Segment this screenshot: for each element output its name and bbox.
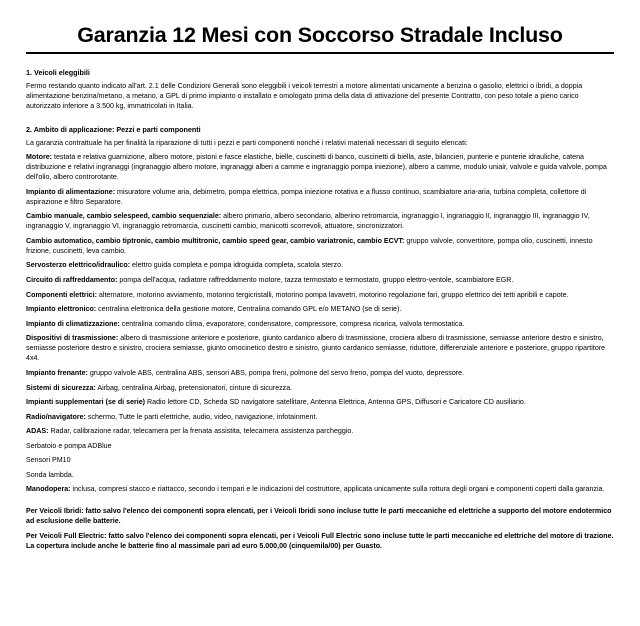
text-sistemi-sicurezza: Airbag, centralina Airbag, pretensionatori, cinture di sicurezza. xyxy=(95,383,293,392)
paragraph-alimentazione xyxy=(26,187,614,207)
paragraph-impianto-frenante xyxy=(26,368,614,378)
text-adas: Radar, calibrazione radar, telecamera per la frenata assistita, telecamera assistenza parcheggio. xyxy=(48,427,354,436)
paragraph-raffreddamento xyxy=(26,275,614,285)
label-radio-navigatore: Radio/navigatore: xyxy=(26,412,86,421)
label-manodopera: Manodopera: xyxy=(26,485,71,494)
label-impianti-supplementari: Impianti supplementari (se di serie) xyxy=(26,398,146,407)
label-impianto-frenante: Impianto frenante: xyxy=(26,368,88,377)
label-veicoli-ibridi: Per Veicoli Ibridi: xyxy=(26,507,84,516)
paragraph-adas xyxy=(26,426,614,436)
label-cambio-manuale: Cambio manuale, cambio selespeed, cambio sequenziale: xyxy=(26,212,222,221)
label-trasmissione: Dispositivi di trasmissione: xyxy=(26,334,119,343)
paragraph-serbatoio-adblue: Serbatoio e pompa ADBlue xyxy=(26,441,112,450)
text-impianto-frenante: gruppo valvole ABS, centralina ABS, sensori ABS, pompa freni, polmone del servo freno, pompa del vuoto, depressore. xyxy=(87,368,465,377)
paragraph-servosterzo xyxy=(26,260,614,270)
paragraph-sensori-pm10: Sensori PM10 xyxy=(26,456,71,465)
text-componenti-elettrici: alternatore, motorino avviamento, motorino tergicristalli, motorino pompa lavavetri, motorino regolazione fari, gruppo elettrico dei tetti apribili e capote. xyxy=(96,290,569,299)
section-heading-scope: 2. Ambito di applicazione: Pezzi e parti componenti xyxy=(26,124,201,134)
text-radio-navigatore: schermo, Tutte le parti elettriche, audio, video, navigazione, infotainment. xyxy=(85,412,318,421)
text-veicoli-ibridi: fatto salvo l'elenco dei componenti sopra elencati, per i Veicoli Ibridi sono incluse tutte le parti meccaniche ed elettriche a supporto del motore endotermico ad esclusione delle batterie. xyxy=(26,507,612,526)
text-manodopera: inclusa, compresi stacco e riattacco, secondo i tempari e le indicazioni del costruttore, applicata unicamente sulla rottura degli organi e componenti coperti dalla garanzia. xyxy=(70,485,605,494)
paragraph-impianto-elettronico xyxy=(26,304,614,314)
paragraph-impianti-supplementari xyxy=(26,397,614,407)
paragraph-sistemi-sicurezza xyxy=(26,383,614,393)
page-title: Garanzia 12 Mesi con Soccorso Stradale Incluso xyxy=(26,24,614,54)
text-cambio-automatico: gruppo valvole, convertitore, pompa olio, cuscinetti, innesto frizione, cuscinetti, leva cambio. xyxy=(26,236,593,255)
paragraph-motore xyxy=(26,152,614,182)
label-veicoli-full-electric: Per Veicoli Full Electric: xyxy=(26,531,107,540)
label-motore: Motore: xyxy=(26,152,53,161)
text-servosterzo: elettro guida completa e pompa idroguida completa, scatola sterzo. xyxy=(130,261,344,270)
paragraph-eligible-vehicles: Fermo restando quanto indicato all'art. 2.1 delle Condizioni Generali sono eleggibili i veicoli terrestri a motore alimentati unicamente a benzina o gasolio, elettrici o ibridi, a doppia alimentazione benzina/metano, a metano, a GPL di primo impianto o installato e omologato prima della data di attivazione del presente Contratto, con peso totale a pieno carico autorizzato inferiore a 3.500 kg, immatricolati in Italia. xyxy=(26,81,583,110)
text-veicoli-full-electric: fatto salvo l'elenco dei componenti sopra elencati, per i Veicoli Full Electric sono incluse tutte le parti meccaniche ed elettriche del motore di trazione. La copertura include anche le batterie fino al massimale pari ad euro 5.000,00 (cinquemila/00) per Guasto. xyxy=(26,531,614,550)
label-sistemi-sicurezza: Sistemi di sicurezza: xyxy=(26,383,96,392)
label-climatizzazione: Impianto di climatizzazione: xyxy=(26,319,120,328)
label-raffreddamento: Circuito di raffreddamento: xyxy=(26,276,118,285)
text-impianto-elettronico: centralina elettronica della gestione motore, Centralina comando GPL e/o METANO (se di serie). xyxy=(96,305,402,314)
paragraph-componenti-elettrici xyxy=(26,290,614,300)
label-impianto-elettronico: Impianto elettronico: xyxy=(26,305,97,314)
footnote-veicoli-full-electric xyxy=(26,531,614,551)
paragraph-cambio-manuale xyxy=(26,211,614,231)
section-heading-eligible-vehicles: 1. Veicoli eleggibili xyxy=(26,67,90,77)
text-alimentazione: misuratore volume aria, debimetro, pompa elettrica, pompa iniezione rotativa e a flusso continuo, scambiatore aria-aria, turbina completa, collettore di aspirazione e filtro Separatore. xyxy=(26,187,587,206)
text-trasmissione: albero di trasmissione anteriore e posteriore, giunto cardanico albero di trasmissione, crociera albero di trasmissione, semiasse anteriore destro e sinistro, semiasse posteriore destro e sinistro, crociera semiasse, giunto omocinetico destro e sinistro, giunto cardanico semiasse, riduttore, differenziale anteriore e posteriore, gruppo ripartitore 4x4. xyxy=(26,334,606,363)
paragraph-trasmissione xyxy=(26,333,614,363)
paragraph-climatizzazione xyxy=(26,319,614,329)
paragraph-cambio-automatico xyxy=(26,236,614,256)
footnote-veicoli-ibridi xyxy=(26,506,614,526)
paragraph-scope-intro: La garanzia contrattuale ha per finalità la riparazione di tutti i pezzi e parti componenti nonché i relativi materiali necessari di seguito elencati: xyxy=(26,138,468,147)
text-motore: testata e relativa guarnizione, albero motore, pistoni e fasce elastiche, bielle, cuscinetti di banco, cuscinetti di biella, aste, bilancieri, punterie e punterie idrauliche, catena distribuzione e relativi ingranaggi (ingranaggio albero motore, ingranaggi alberi a camme e ingranaggio pompa iniezione), albero a camme, modulo uniair, valvole e guida valvole, pompa dell'olio, albero controrotante. xyxy=(26,152,607,182)
paragraph-manodopera xyxy=(26,484,614,494)
text-raffreddamento: pompa dell'acqua, radiatore raffreddamento motore, tazza termostato e termostato, gruppo elettro-ventole, scambiatore EGR. xyxy=(117,276,514,285)
label-componenti-elettrici: Componenti elettrici: xyxy=(26,290,97,299)
label-alimentazione: Impianto di alimentazione: xyxy=(26,187,116,196)
text-cambio-manuale: albero primario, albero secondario, alberino retromarcia, ingranaggio I, ingranaggio II, ingranaggio III, ingranaggio IV, ingranaggio V, ingranaggio VI, ingranaggio retromarcia, cuscinetti cambio, manicotti scorrevoli, attuatore, sincronizzatori. xyxy=(26,212,590,231)
label-cambio-automatico: Cambio automatico, cambio tiptronic, cambio multitronic, cambio speed gear, cambio variatronic, cambio ECVT: xyxy=(26,236,405,245)
text-climatizzazione: centralina comando clima, evaporatore, condensatore, compressore, compresa ricarica, valvola termostatica. xyxy=(119,319,465,328)
label-adas: ADAS: xyxy=(26,427,49,436)
label-servosterzo: Servosterzo elettrico/idraulico: xyxy=(26,261,131,270)
paragraph-sonda-lambda: Sonda lambda. xyxy=(26,470,74,479)
paragraph-radio-navigatore xyxy=(26,412,614,422)
text-impianti-supplementari: Radio lettore CD, Scheda SD navigatore satellitare, Antenna Elettrica, Antenna GPS, Diffusori e Caricatore CD ausiliario. xyxy=(145,398,526,407)
